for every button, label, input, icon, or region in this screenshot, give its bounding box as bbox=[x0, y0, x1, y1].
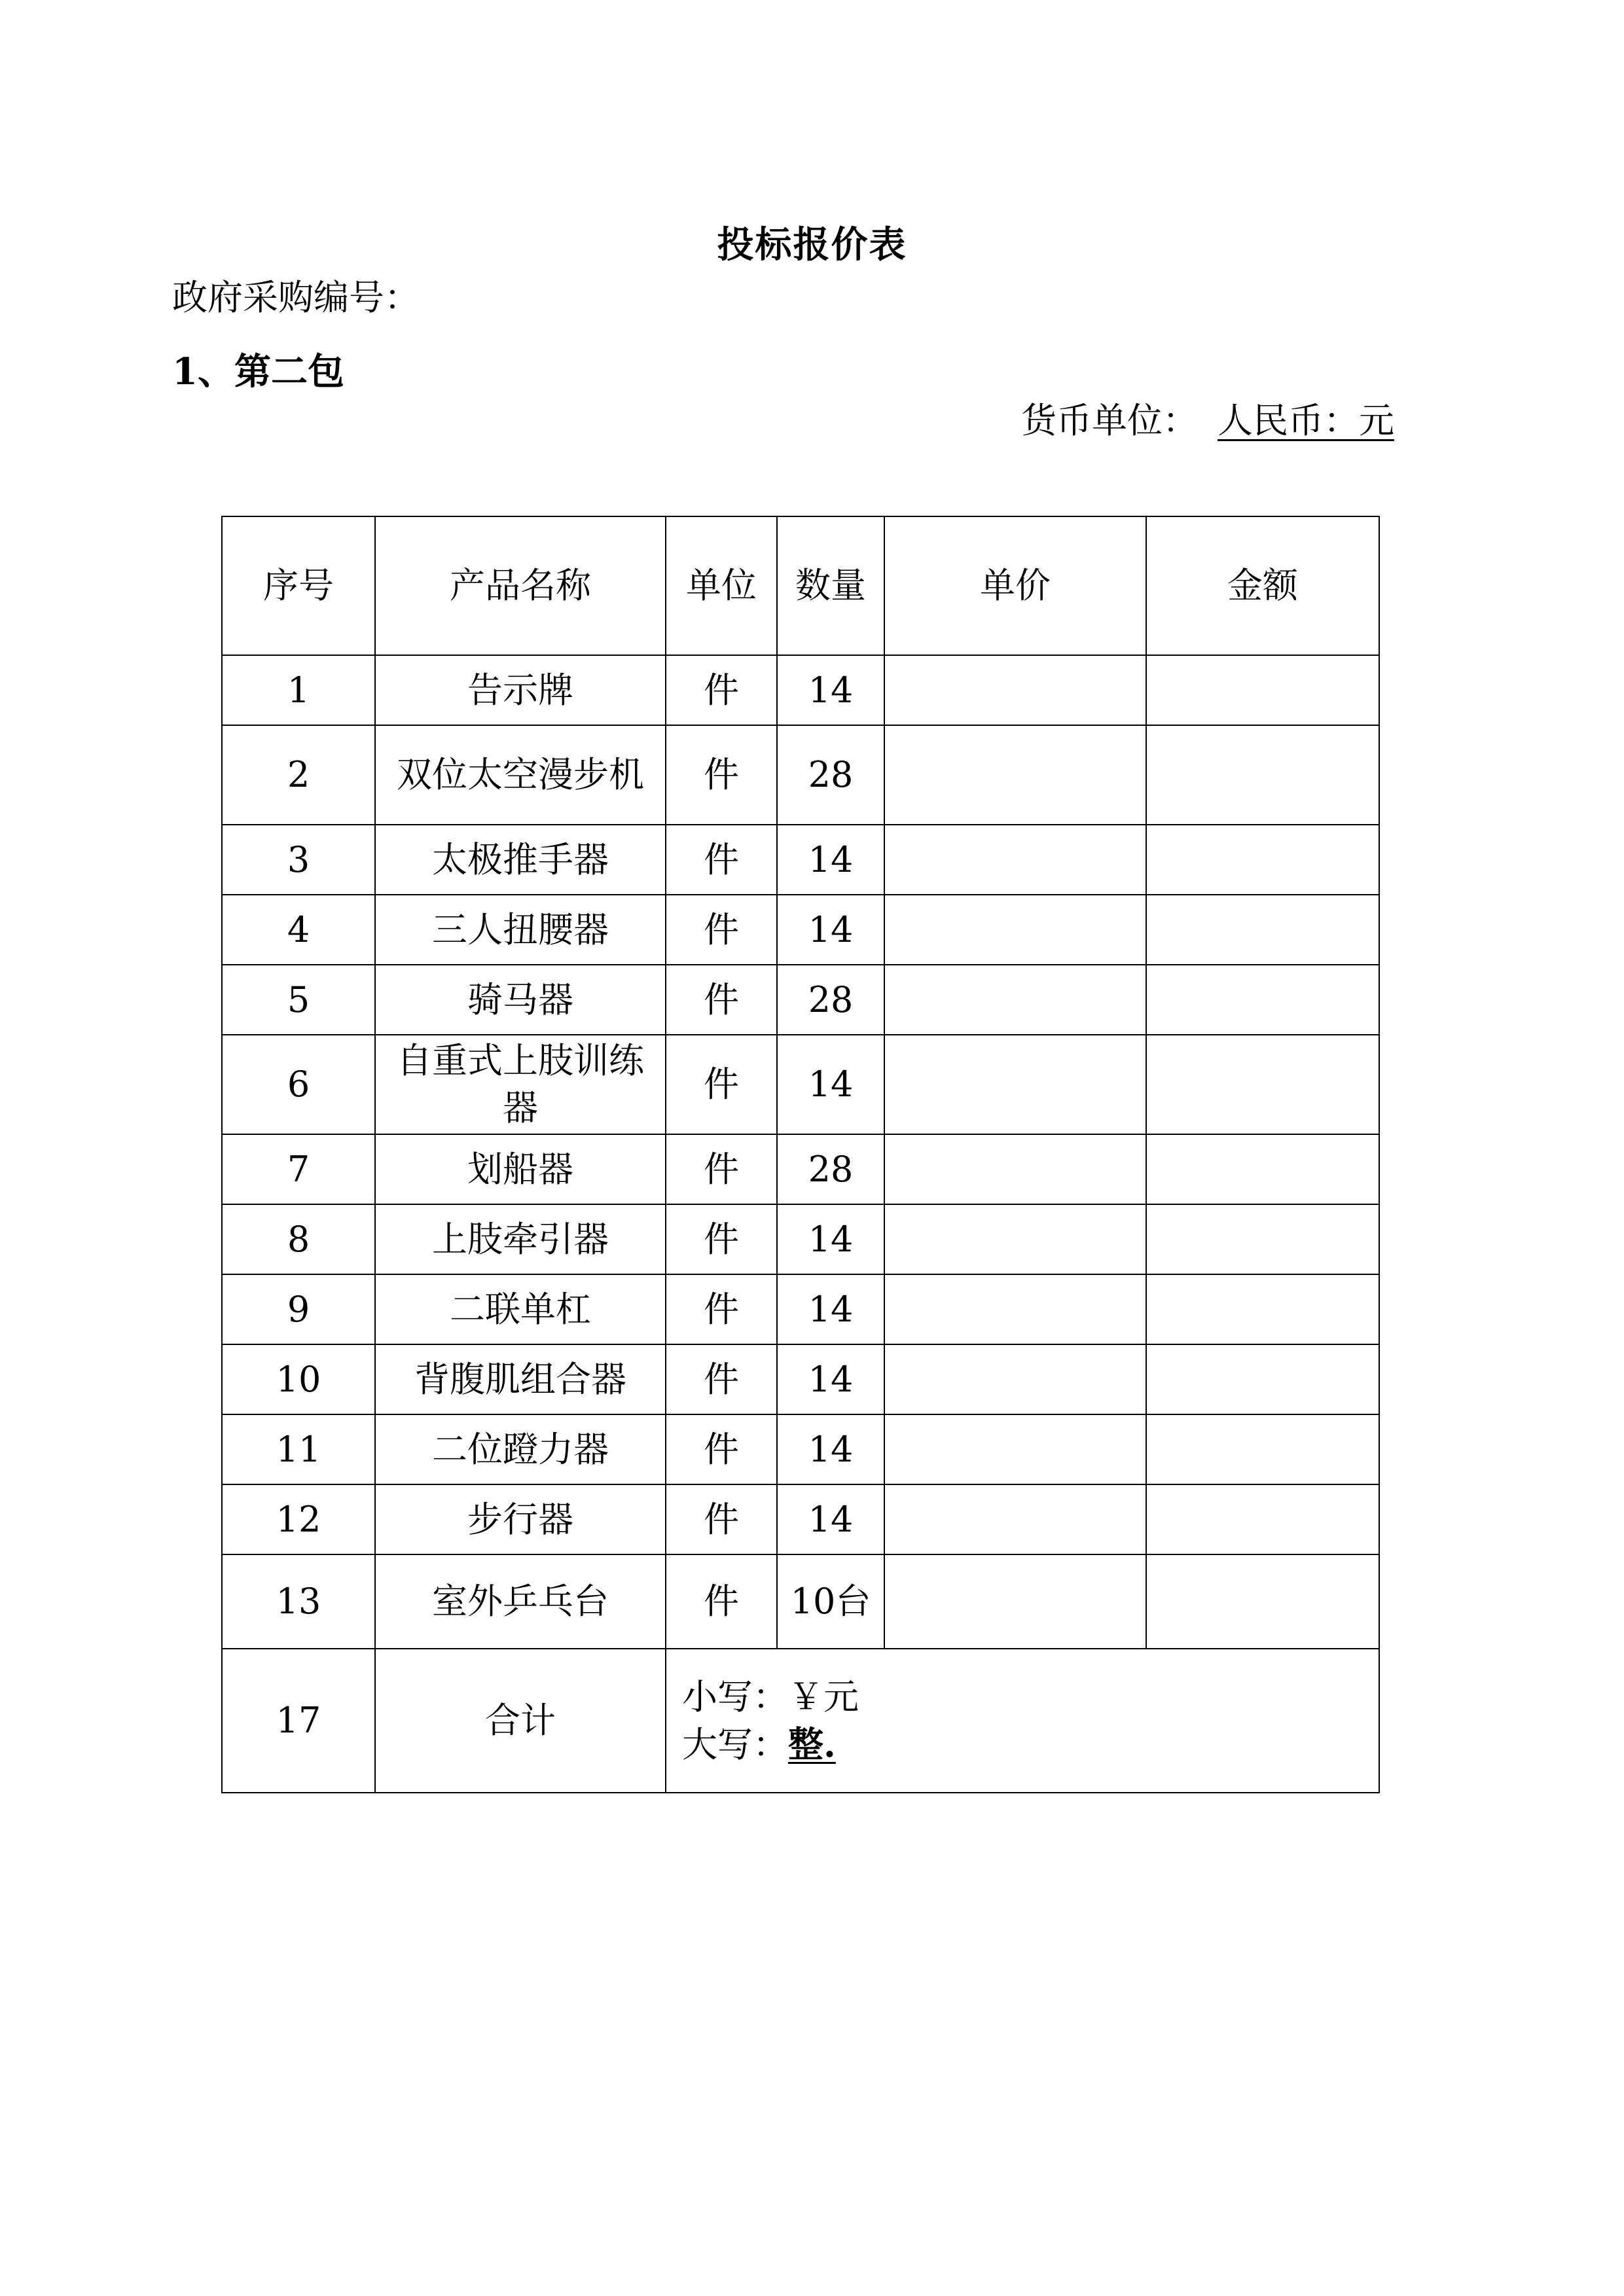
cell-unit: 件 bbox=[666, 965, 777, 1035]
cell-unit-price[interactable] bbox=[884, 1035, 1146, 1134]
cell-amount[interactable] bbox=[1146, 1274, 1379, 1344]
currency-unit bbox=[1021, 393, 1394, 443]
currency-label: 货币单位： bbox=[1021, 400, 1198, 441]
cell-unit: 件 bbox=[666, 1484, 777, 1554]
table-row bbox=[222, 725, 1379, 825]
cell-amount[interactable] bbox=[1146, 725, 1379, 825]
cell-unit-price[interactable] bbox=[884, 825, 1146, 895]
cell-product-name: 室外乒乓台 bbox=[375, 1554, 666, 1649]
header-unit-price: 单价 bbox=[884, 516, 1146, 655]
cell-product-name: 双位太空漫步机 bbox=[375, 725, 666, 825]
cell-product-name: 骑马器 bbox=[375, 965, 666, 1035]
cell-quantity: 14 bbox=[777, 1344, 884, 1414]
procurement-number-label: 政府采购编号： bbox=[172, 277, 420, 318]
table-row bbox=[222, 895, 1379, 965]
cell-no: 7 bbox=[222, 1134, 375, 1204]
cell-unit: 件 bbox=[666, 1414, 777, 1484]
table-row bbox=[222, 1134, 1379, 1204]
header-unit: 单位 bbox=[666, 516, 777, 655]
cell-quantity: 10台 bbox=[777, 1554, 884, 1649]
cell-product-name: 背腹肌组合器 bbox=[375, 1344, 666, 1414]
cell-amount[interactable] bbox=[1146, 1204, 1379, 1274]
total-uppercase bbox=[682, 1721, 1373, 1768]
cell-unit: 件 bbox=[666, 1274, 777, 1344]
table-row bbox=[222, 1414, 1379, 1484]
page-title: 投标报价表 bbox=[717, 223, 907, 266]
cell-unit-price[interactable] bbox=[884, 1134, 1146, 1204]
cell-unit: 件 bbox=[666, 895, 777, 965]
header-product-name: 产品名称 bbox=[375, 516, 666, 655]
cell-product-name: 三人扭腰器 bbox=[375, 895, 666, 965]
cell-quantity: 14 bbox=[777, 1484, 884, 1554]
cell-product-name: 二位蹬力器 bbox=[375, 1414, 666, 1484]
cell-quantity: 14 bbox=[777, 1274, 884, 1344]
cell-product-name: 上肢牵引器 bbox=[375, 1204, 666, 1274]
header-no: 序号 bbox=[222, 516, 375, 655]
table-row bbox=[222, 825, 1379, 895]
cell-unit: 件 bbox=[666, 1204, 777, 1274]
cell-no: 5 bbox=[222, 965, 375, 1035]
header-quantity: 数量 bbox=[777, 516, 884, 655]
table-row bbox=[222, 1484, 1379, 1554]
total-no: 17 bbox=[222, 1649, 375, 1793]
table-row bbox=[222, 655, 1379, 725]
cell-quantity: 28 bbox=[777, 1134, 884, 1204]
cell-quantity: 14 bbox=[777, 895, 884, 965]
table-row bbox=[222, 965, 1379, 1035]
cell-unit: 件 bbox=[666, 1035, 777, 1134]
table-row bbox=[222, 1035, 1379, 1134]
lowercase-prefix: 小写： bbox=[682, 1676, 788, 1717]
header-amount: 金额 bbox=[1146, 516, 1379, 655]
cell-amount[interactable] bbox=[1146, 1134, 1379, 1204]
cell-unit: 件 bbox=[666, 725, 777, 825]
cell-amount[interactable] bbox=[1146, 895, 1379, 965]
cell-no: 4 bbox=[222, 895, 375, 965]
cell-quantity: 14 bbox=[777, 1204, 884, 1274]
cell-unit-price[interactable] bbox=[884, 1344, 1146, 1414]
cell-no: 1 bbox=[222, 655, 375, 725]
cell-amount[interactable] bbox=[1146, 1344, 1379, 1414]
cell-unit: 件 bbox=[666, 655, 777, 725]
cell-quantity: 28 bbox=[777, 725, 884, 825]
cell-amount[interactable] bbox=[1146, 965, 1379, 1035]
cell-unit: 件 bbox=[666, 1554, 777, 1649]
cell-no: 6 bbox=[222, 1035, 375, 1134]
cell-no: 13 bbox=[222, 1554, 375, 1649]
total-amount-cell[interactable] bbox=[666, 1649, 1379, 1793]
cell-product-name: 告示牌 bbox=[375, 655, 666, 725]
cell-no: 2 bbox=[222, 725, 375, 825]
cell-unit: 件 bbox=[666, 825, 777, 895]
package-heading: 1、第二包 bbox=[172, 350, 344, 393]
cell-no: 3 bbox=[222, 825, 375, 895]
cell-product-name: 自重式上肢训练器 bbox=[375, 1035, 666, 1134]
cell-unit-price[interactable] bbox=[884, 725, 1146, 825]
cell-unit-price[interactable] bbox=[884, 1554, 1146, 1649]
cell-product-name: 太极推手器 bbox=[375, 825, 666, 895]
cell-no: 10 bbox=[222, 1344, 375, 1414]
table-header-row bbox=[222, 516, 1379, 655]
table-row bbox=[222, 1344, 1379, 1414]
cell-unit-price[interactable] bbox=[884, 1274, 1146, 1344]
table-row bbox=[222, 1274, 1379, 1344]
quote-table bbox=[221, 516, 1380, 1793]
cell-unit: 件 bbox=[666, 1134, 777, 1204]
cell-unit: 件 bbox=[666, 1344, 777, 1414]
cell-product-name: 步行器 bbox=[375, 1484, 666, 1554]
cell-amount[interactable] bbox=[1146, 1035, 1379, 1134]
cell-product-name: 划船器 bbox=[375, 1134, 666, 1204]
table-row bbox=[222, 1204, 1379, 1274]
cell-quantity: 28 bbox=[777, 965, 884, 1035]
lowercase-value: ￥元 bbox=[788, 1676, 859, 1717]
cell-no: 12 bbox=[222, 1484, 375, 1554]
uppercase-value: 整. bbox=[788, 1723, 836, 1765]
cell-unit-price[interactable] bbox=[884, 1204, 1146, 1274]
cell-amount[interactable] bbox=[1146, 1554, 1379, 1649]
uppercase-prefix: 大写： bbox=[682, 1723, 788, 1765]
table-row bbox=[222, 1554, 1379, 1649]
cell-unit-price[interactable] bbox=[884, 1484, 1146, 1554]
cell-unit-price[interactable] bbox=[884, 1414, 1146, 1484]
currency-value: 人民币：元 bbox=[1218, 400, 1394, 441]
cell-amount[interactable] bbox=[1146, 655, 1379, 725]
cell-unit-price[interactable] bbox=[884, 895, 1146, 965]
cell-quantity: 14 bbox=[777, 1414, 884, 1484]
total-row bbox=[222, 1649, 1379, 1793]
cell-no: 11 bbox=[222, 1414, 375, 1484]
cell-no: 8 bbox=[222, 1204, 375, 1274]
cell-unit-price[interactable] bbox=[884, 655, 1146, 725]
cell-amount[interactable] bbox=[1146, 1414, 1379, 1484]
total-lowercase bbox=[682, 1674, 1373, 1721]
cell-product-name: 二联单杠 bbox=[375, 1274, 666, 1344]
cell-no: 9 bbox=[222, 1274, 375, 1344]
cell-amount[interactable] bbox=[1146, 1484, 1379, 1554]
cell-amount[interactable] bbox=[1146, 825, 1379, 895]
cell-unit-price[interactable] bbox=[884, 965, 1146, 1035]
cell-quantity: 14 bbox=[777, 655, 884, 725]
total-label: 合计 bbox=[375, 1649, 666, 1793]
cell-quantity: 14 bbox=[777, 825, 884, 895]
cell-quantity: 14 bbox=[777, 1035, 884, 1134]
